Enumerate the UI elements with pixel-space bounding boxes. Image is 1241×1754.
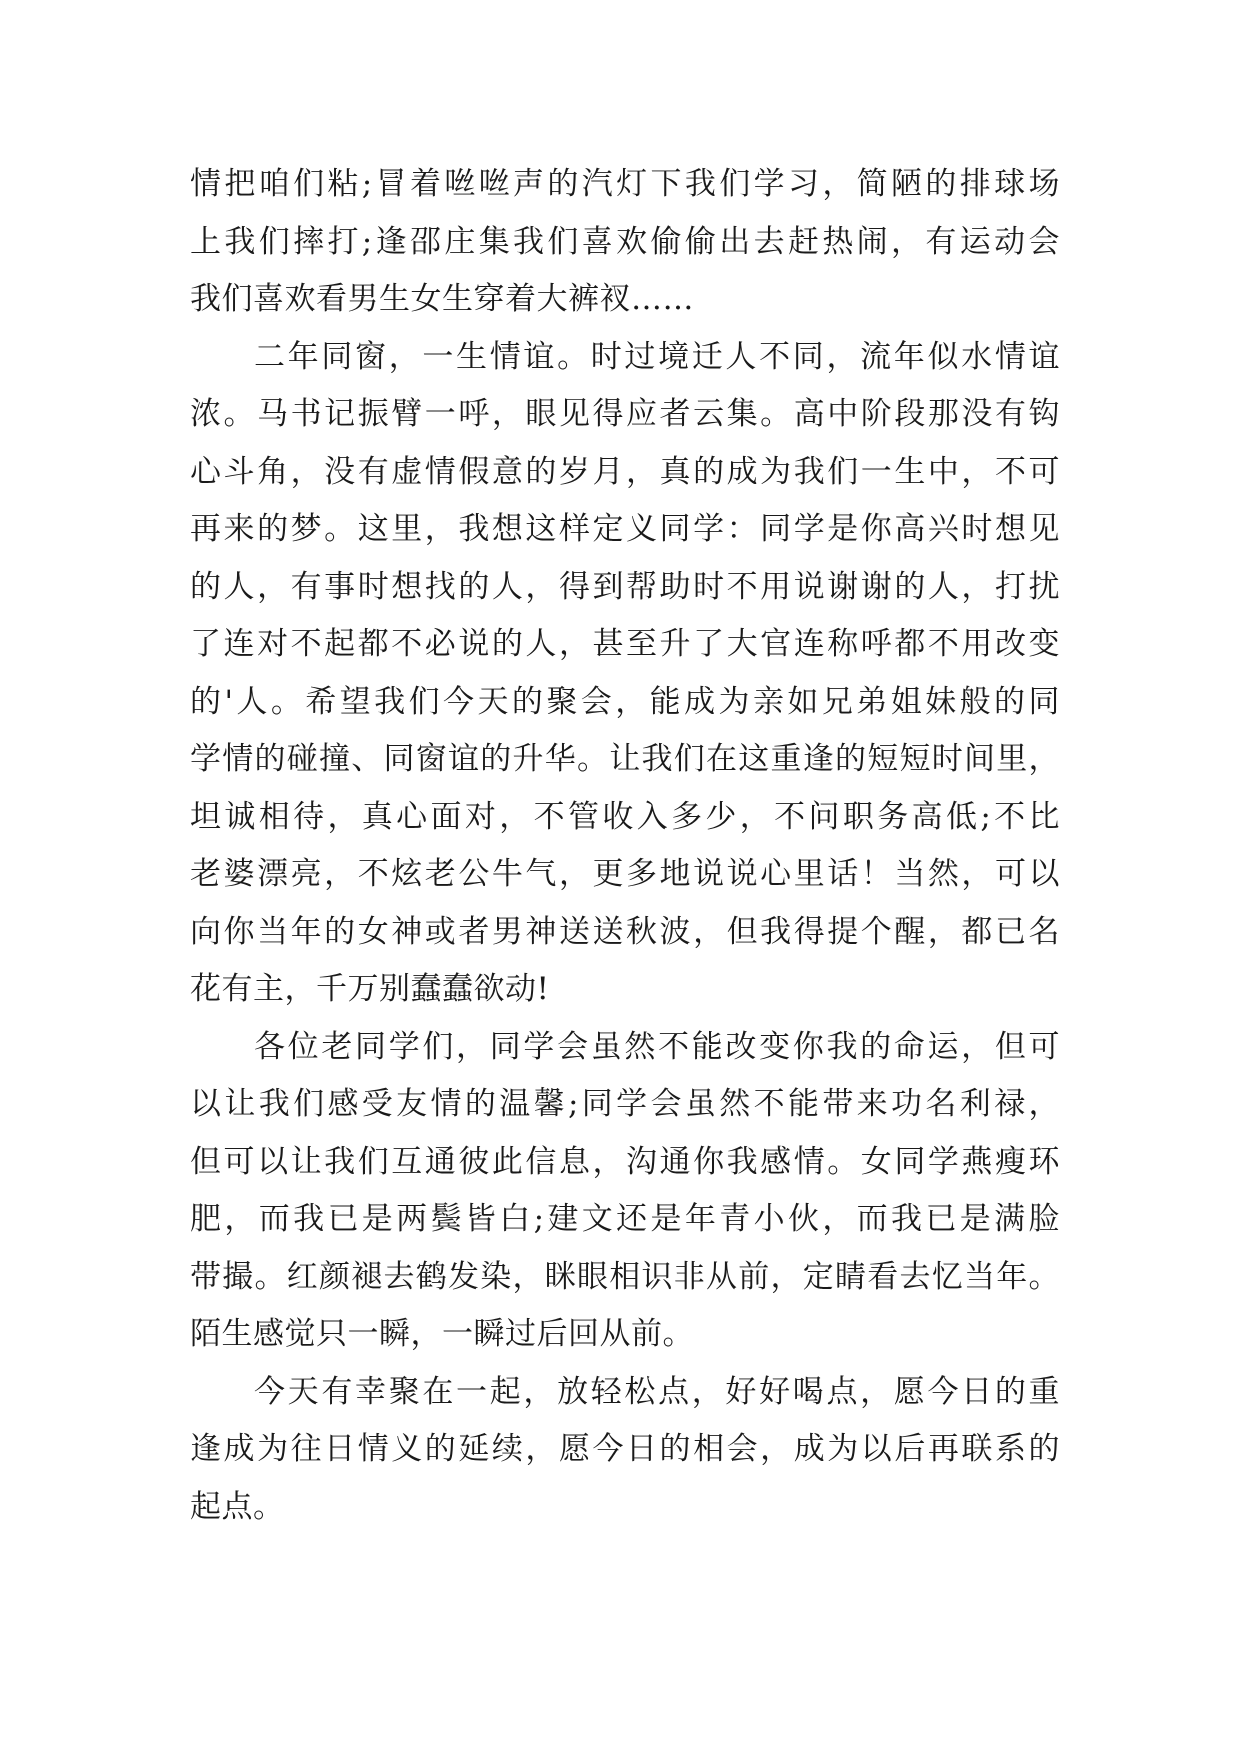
text-line: 心斗角，没有虚情假意的岁月，真的成为我们一生中，不可 bbox=[190, 453, 1060, 490]
text-line: 花有主，千万别蠢蠢欲动! bbox=[190, 971, 550, 1007]
text-line: 起点。 bbox=[190, 1488, 285, 1525]
paragraph bbox=[190, 156, 1060, 329]
text-line: 陌生感觉只一瞬，一瞬过后回从前。 bbox=[190, 1316, 694, 1352]
text-line: 二年同窗，一生情谊。时过境迁人不同，流年似水情谊 bbox=[254, 338, 1060, 375]
text-line: 带撮。红颜褪去鹤发染，眯眼相识非从前，定睛看去忆当年。 bbox=[190, 1258, 1060, 1295]
text-line: 情把咱们粘;冒着咝咝声的汽灯下我们学习，简陋的排球场 bbox=[190, 166, 1060, 202]
paragraph bbox=[190, 1019, 1060, 1364]
text-line: 肥，而我已是两鬓皆白;建文还是年青小伙，而我已是满脸 bbox=[190, 1201, 1060, 1237]
text-line: 浓。马书记振臂一呼，眼见得应者云集。高中阶段那没有钩 bbox=[190, 396, 1060, 432]
text-line: 上我们摔打;逢邵庄集我们喜欢偷偷出去赶热闹，有运动会 bbox=[190, 223, 1060, 260]
paragraph bbox=[190, 1364, 1060, 1537]
document-body bbox=[190, 156, 1060, 1536]
text-line: 再来的梦。这里，我想这样定义同学：同学是你高兴时想见 bbox=[190, 511, 1060, 547]
text-line: 了连对不起都不必说的人，甚至升了大官连称呼都不用改变 bbox=[190, 626, 1060, 662]
text-line: 以让我们感受友情的温馨;同学会虽然不能带来功名利禄， bbox=[190, 1086, 1060, 1122]
text-line: 各位老同学们，同学会虽然不能改变你我的命运，但可 bbox=[254, 1028, 1060, 1065]
text-line: 今天有幸聚在一起，放轻松点，好好喝点，愿今日的重 bbox=[254, 1373, 1060, 1410]
text-line: 但可以让我们互通彼此信息，沟通你我感情。女同学燕瘦环 bbox=[190, 1143, 1060, 1180]
text-line: 学情的碰撞、同窗谊的升华。让我们在这重逢的短短时间里， bbox=[190, 741, 1060, 777]
text-line: 的人，有事时想找的人，得到帮助时不用说谢谢的人，打扰 bbox=[190, 568, 1060, 605]
text-line: 坦诚相待，真心面对，不管收入多少，不问职务高低;不比 bbox=[190, 798, 1060, 835]
text-line: 逢成为往日情义的延续，愿今日的相会，成为以后再联系的 bbox=[190, 1431, 1060, 1467]
text-line: 向你当年的女神或者男神送送秋波，但我得提个醒，都已名 bbox=[190, 913, 1060, 950]
text-line: 老婆漂亮，不炫老公牛气，更多地说说心里话！当然，可以 bbox=[190, 856, 1060, 892]
text-line: 的'人。希望我们今天的聚会，能成为亲如兄弟姐妹般的同 bbox=[190, 683, 1060, 720]
paragraph bbox=[190, 329, 1060, 1019]
text-line: 我们喜欢看男生女生穿着大裤衩…… bbox=[190, 281, 694, 317]
